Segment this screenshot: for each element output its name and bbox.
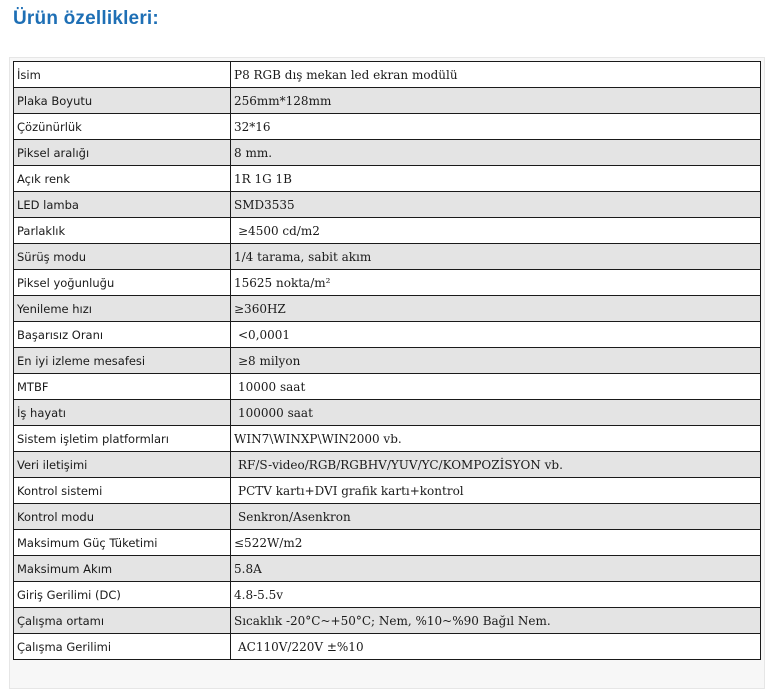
row-value: P8 RGB dış mekan led ekran modülü bbox=[231, 62, 761, 88]
row-label: Çalışma ortamı bbox=[14, 608, 231, 634]
table-row bbox=[14, 114, 761, 140]
table-row bbox=[14, 322, 761, 348]
row-label: Piksel yoğunluğu bbox=[14, 270, 231, 296]
row-value: 15625 nokta/m² bbox=[231, 270, 761, 296]
row-label: Çalışma Gerilimi bbox=[14, 634, 231, 660]
table-row bbox=[14, 140, 761, 166]
row-label: Veri iletişimi bbox=[14, 452, 231, 478]
row-value: AC110V/220V ±%10 bbox=[231, 634, 761, 660]
row-value: 8 mm. bbox=[231, 140, 761, 166]
row-label: LED lamba bbox=[14, 192, 231, 218]
row-value: PCTV kartı+DVI grafik kartı+kontrol bbox=[231, 478, 761, 504]
row-value: 1R 1G 1B bbox=[231, 166, 761, 192]
spec-table bbox=[13, 61, 761, 660]
row-value: ≥4500 cd/m2 bbox=[231, 218, 761, 244]
table-row bbox=[14, 556, 761, 582]
table-row bbox=[14, 400, 761, 426]
row-label: Plaka Boyutu bbox=[14, 88, 231, 114]
row-label: Başarısız Oranı bbox=[14, 322, 231, 348]
table-row bbox=[14, 348, 761, 374]
row-label: Yenileme hızı bbox=[14, 296, 231, 322]
table-row bbox=[14, 88, 761, 114]
row-label: Maksimum Akım bbox=[14, 556, 231, 582]
row-value: Sıcaklık -20°C~+50°C; Nem, %10~%90 Bağıl Nem. bbox=[231, 608, 761, 634]
spec-table-container bbox=[9, 57, 765, 689]
row-label: En iyi izleme mesafesi bbox=[14, 348, 231, 374]
row-value: ≥360HZ bbox=[231, 296, 761, 322]
row-value: SMD3535 bbox=[231, 192, 761, 218]
table-row bbox=[14, 634, 761, 660]
table-row bbox=[14, 478, 761, 504]
table-row bbox=[14, 296, 761, 322]
table-row bbox=[14, 504, 761, 530]
row-label: Parlaklık bbox=[14, 218, 231, 244]
row-value: <0,0001 bbox=[231, 322, 761, 348]
table-row bbox=[14, 270, 761, 296]
row-value: 10000 saat bbox=[231, 374, 761, 400]
row-label: Giriş Gerilimi (DC) bbox=[14, 582, 231, 608]
row-value: ≥8 milyon bbox=[231, 348, 761, 374]
row-value: RF/S-video/RGB/RGBHV/YUV/YC/KOMPOZİSYON vb. bbox=[231, 452, 761, 478]
row-label: Sistem işletim platformları bbox=[14, 426, 231, 452]
row-label: MTBF bbox=[14, 374, 231, 400]
row-value: 5.8A bbox=[231, 556, 761, 582]
row-label: İsim bbox=[14, 62, 231, 88]
table-row bbox=[14, 530, 761, 556]
row-label: Maksimum Güç Tüketimi bbox=[14, 530, 231, 556]
row-label: Açık renk bbox=[14, 166, 231, 192]
row-value: 100000 saat bbox=[231, 400, 761, 426]
row-value: 1/4 tarama, sabit akım bbox=[231, 244, 761, 270]
table-row bbox=[14, 452, 761, 478]
row-label: Sürüş modu bbox=[14, 244, 231, 270]
row-value: WIN7\WINXP\WIN2000 vb. bbox=[231, 426, 761, 452]
table-row bbox=[14, 166, 761, 192]
table-row bbox=[14, 62, 761, 88]
row-label: Kontrol modu bbox=[14, 504, 231, 530]
table-row bbox=[14, 608, 761, 634]
row-value: 4.8-5.5v bbox=[231, 582, 761, 608]
row-value: Senkron/Asenkron bbox=[231, 504, 761, 530]
table-row bbox=[14, 426, 761, 452]
table-row bbox=[14, 582, 761, 608]
row-value: 256mm*128mm bbox=[231, 88, 761, 114]
table-row bbox=[14, 192, 761, 218]
row-value: ≤522W/m2 bbox=[231, 530, 761, 556]
row-label: Kontrol sistemi bbox=[14, 478, 231, 504]
page-title: Ürün özellikleri: bbox=[13, 8, 159, 29]
row-label: Piksel aralığı bbox=[14, 140, 231, 166]
row-label: İş hayatı bbox=[14, 400, 231, 426]
table-row bbox=[14, 244, 761, 270]
table-row bbox=[14, 218, 761, 244]
table-row bbox=[14, 374, 761, 400]
row-label: Çözünürlük bbox=[14, 114, 231, 140]
row-value: 32*16 bbox=[231, 114, 761, 140]
